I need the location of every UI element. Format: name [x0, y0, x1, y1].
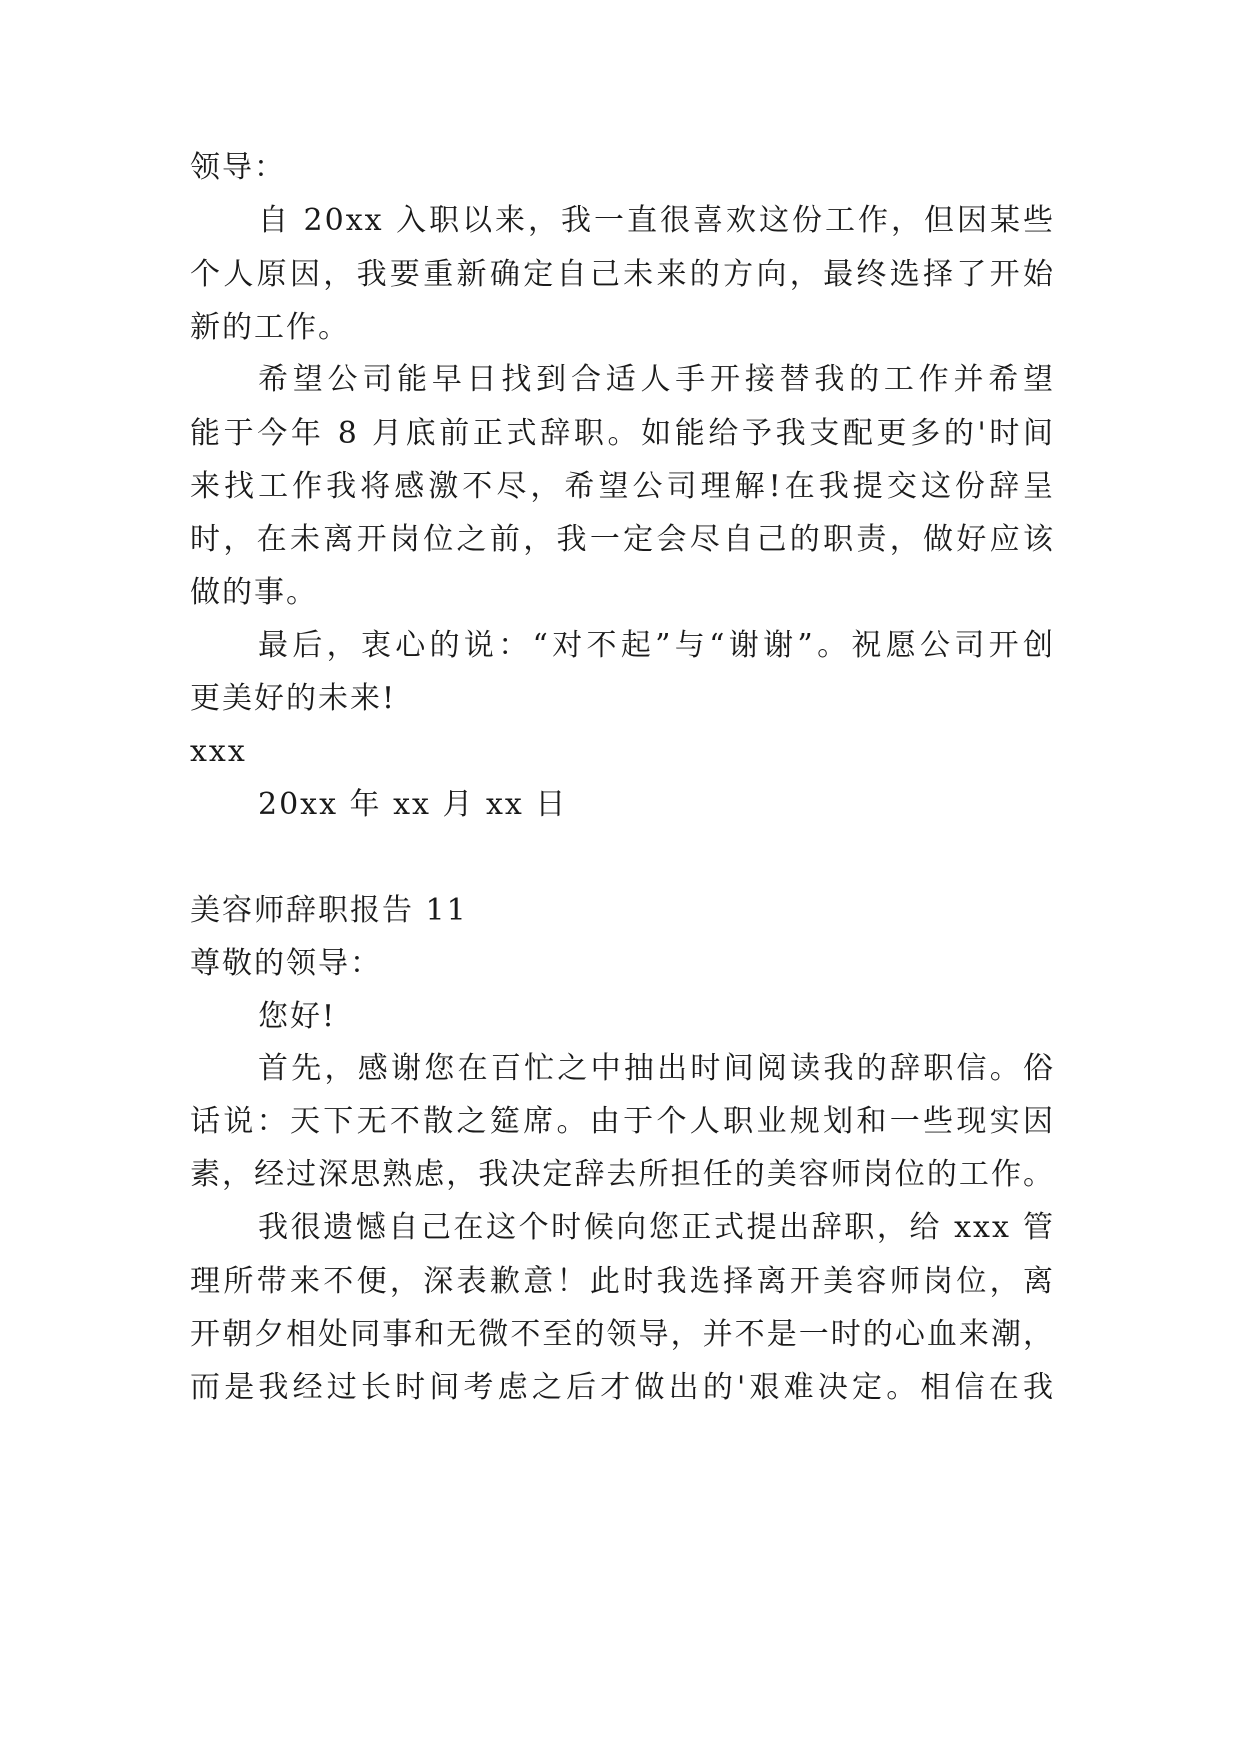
- letter2-title: 美容师辞职报告 11: [190, 893, 468, 928]
- letter2-p2-line3: 开朝夕相处同事和无微不至的领导，并不是一时的心血来潮，: [190, 1317, 1055, 1352]
- letter2-greeting: 您好!: [258, 999, 337, 1034]
- letter2-p2-line1: 我很遗憾自己在这个时候向您正式提出辞职，给 xxx 管: [258, 1210, 1055, 1245]
- letter1-p1-line1: 自 20xx 入职以来，我一直很喜欢这份工作，但因某些: [258, 203, 1055, 238]
- letter1-p2-line4: 时，在未离开岗位之前，我一定会尽自己的职责，做好应该: [190, 522, 1055, 557]
- letter1-p3-line1: 最后，衷心的说：“对不起”与“谢谢”。祝愿公司开创: [258, 628, 1055, 663]
- letter1-p2-line3: 来找工作我将感激不尽，希望公司理解!在我提交这份辞呈: [190, 469, 1055, 504]
- letter2-p2-line2: 理所带来不便，深表歉意！此时我选择离开美容师岗位，离: [190, 1264, 1055, 1299]
- letter1-date: 20xx 年 xx 月 xx 日: [258, 787, 568, 822]
- letter1-salutation: 领导：: [190, 150, 286, 185]
- letter1-signature: xxx: [190, 734, 247, 769]
- letter2-p1-line2: 话说：天下无不散之筵席。由于个人职业规划和一些现实因: [190, 1104, 1055, 1139]
- letter1-p1-line2: 个人原因，我要重新确定自己未来的方向，最终选择了开始: [190, 257, 1055, 292]
- letter2-salutation: 尊敬的领导：: [190, 946, 382, 981]
- letter2-p1-line1: 首先，感谢您在百忙之中抽出时间阅读我的辞职信。俗: [258, 1051, 1055, 1086]
- letter2-p1-line3: 素，经过深思熟虑，我决定辞去所担任的美容师岗位的工作。: [190, 1157, 1055, 1192]
- letter1-p1-line3: 新的工作。: [190, 310, 350, 345]
- letter1-p3-line2: 更美好的未来!: [190, 681, 397, 716]
- letter1-p2-line5: 做的事。: [190, 575, 318, 610]
- letter1-p2-line1: 希望公司能早日找到合适人手开接替我的工作并希望: [258, 362, 1055, 397]
- letter1-p2-line2: 能于今年 8 月底前正式辞职。如能给予我支配更多的'时间: [190, 416, 1055, 451]
- letter2-p2-line4: 而是我经过长时间考虑之后才做出的'艰难决定。相信在我: [190, 1370, 1055, 1405]
